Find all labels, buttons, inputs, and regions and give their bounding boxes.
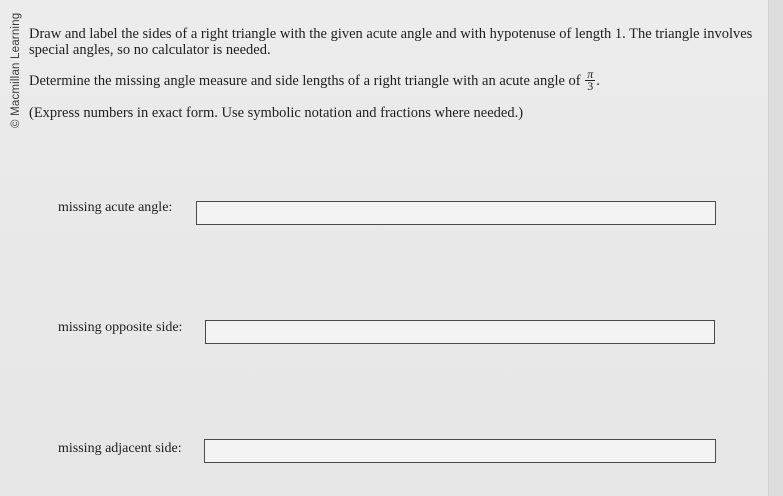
angle-denominator: 3 xyxy=(587,79,594,93)
missing-opposite-side-label: missing opposite side: xyxy=(58,320,183,335)
question-text-line-3 xyxy=(29,67,600,93)
missing-opposite-side-input[interactable] xyxy=(205,320,715,344)
missing-adjacent-side-input[interactable] xyxy=(204,439,716,463)
question-text-suffix: . xyxy=(596,72,600,89)
copyright-watermark: © Macmillan Learning xyxy=(10,12,22,128)
missing-acute-angle-label: missing acute angle: xyxy=(58,200,173,215)
question-text-line-1: Draw and label the sides of a right triangle with the given acute angle and with hypotenuse of length 1. The triangle involves xyxy=(29,26,753,42)
instructions-text: (Express numbers in exact form. Use symbolic notation and fractions where needed.) xyxy=(29,105,524,121)
question-text-line-2: special angles, so no calculator is needed. xyxy=(29,42,271,58)
missing-acute-angle-input[interactable] xyxy=(196,201,716,225)
scrollbar-track[interactable] xyxy=(768,0,783,496)
missing-adjacent-side-label: missing adjacent side: xyxy=(58,441,182,456)
angle-numerator: π xyxy=(587,67,594,81)
question-text-prefix: Determine the missing angle measure and side lengths of a right triangle with an acute angle of xyxy=(29,72,581,89)
angle-fraction xyxy=(585,69,595,92)
